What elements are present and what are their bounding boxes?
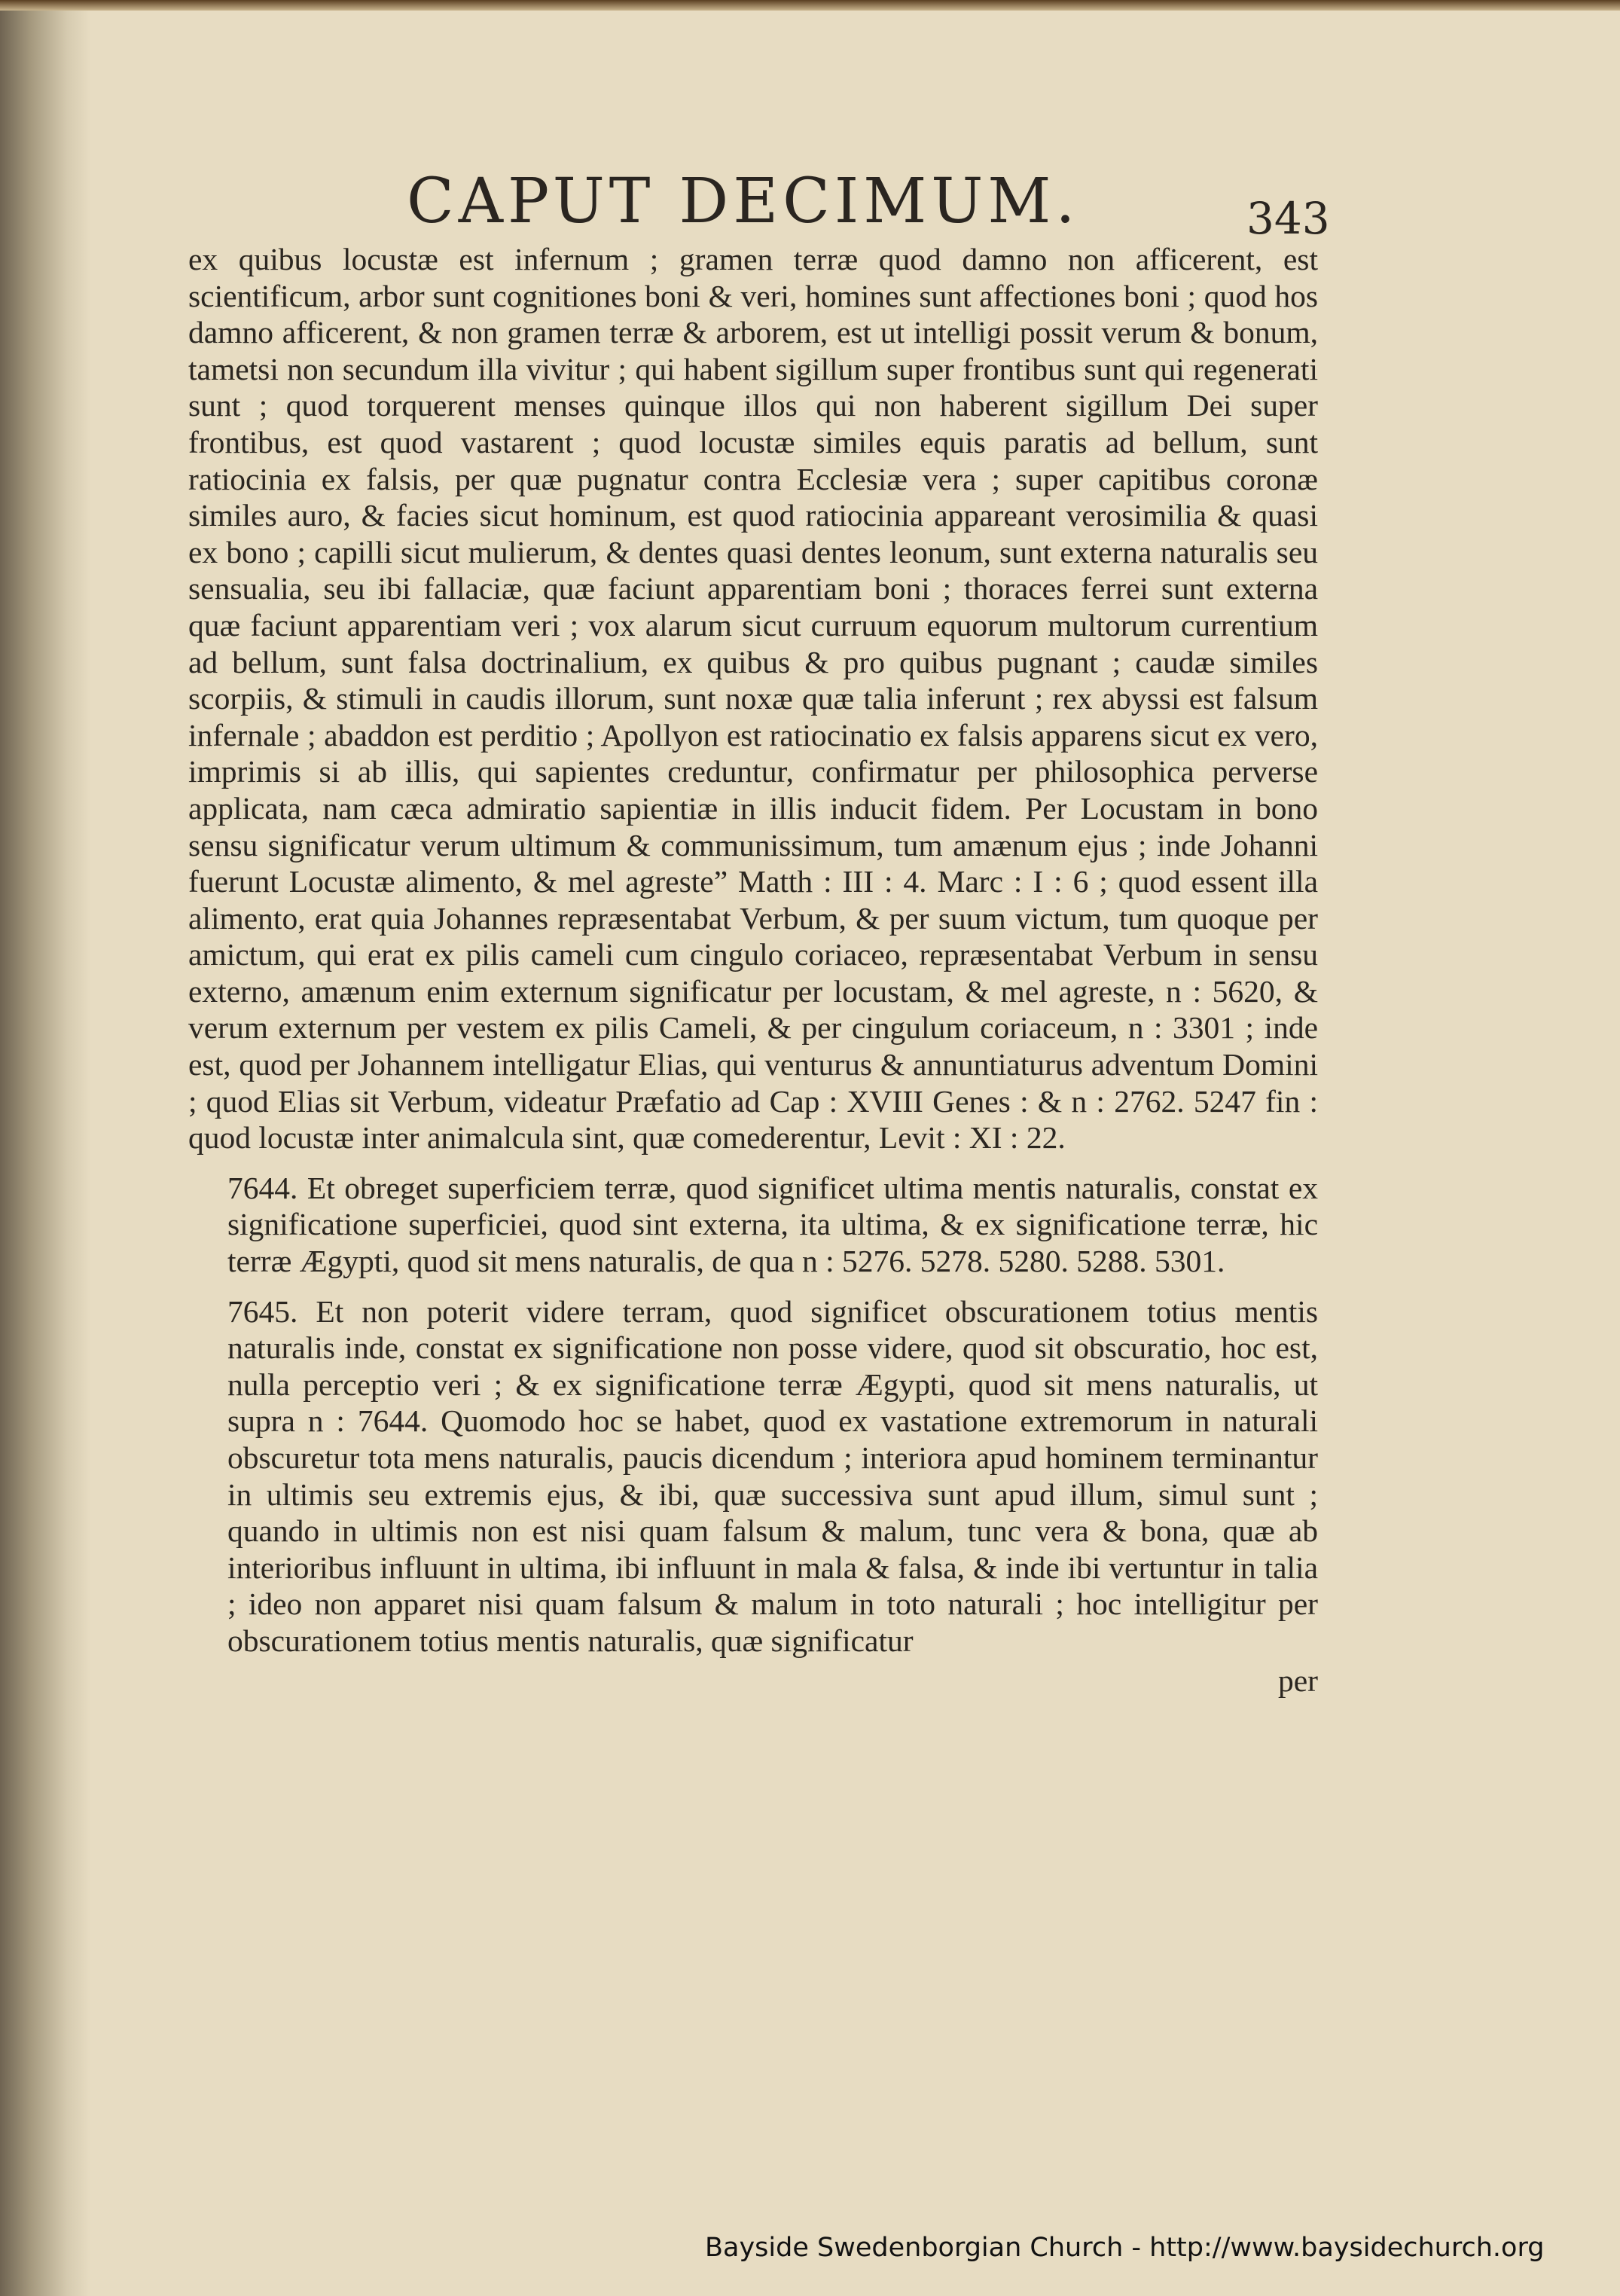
book-page bbox=[188, 158, 1330, 1699]
catchword: per bbox=[1278, 1662, 1318, 1698]
paragraph-7645: 7645. Et non poterit videre terram, quod significet obscurationem totius mentis naturalis inde, constat ex significatione non posse videre, quod sit obscuratio, hoc est, nulla perceptio veri ; & ex significatione terræ Ægypti, quod sit mens naturalis, ut supra n : 7644. Quomodo hoc se habet, quod ex vastatione extremorum in naturali obscuretur tota mens naturalis, paucis dicendum ; interiora apud hominem terminantur in ultimis seu extremis ejus, & ibi, quæ successiva sunt apud illum, simul sunt ; quando in ultimis non est nisi quam falsum & malum, tunc vera & bona, quæ ab interioribus influunt in ultima, ibi influunt in mala & falsa, & inde ibi vertuntur in talia ; ideo non apparet nisi quam falsum & malum in toto naturali ; hoc intelligitur per obscurationem totius mentis naturalis, quæ significatur bbox=[227, 1293, 1318, 1658]
paragraph-7644: 7644. Et obreget superficiem terræ, quod significet ultima mentis naturalis, constat ex significatione superficiei, quod sint externa, ita ultima, & ex significatione terræ, hic terræ Ægypti, quod sit mens naturalis, de qua n : 5276. 5278. 5280. 5288. 5301. bbox=[227, 1170, 1318, 1279]
source-watermark: Bayside Swedenborgian Church - http://www.baysidechurch.org bbox=[705, 2233, 1545, 2263]
chapter-title: CAPUT DECIMUM. bbox=[407, 166, 1080, 237]
paragraph-continued: ex quibus locustæ est infernum ; gramen terræ quod damno non afficerent, est scientificum, arbor sunt cognitiones boni & veri, homines sunt affectiones boni ; quod hos damno afficerent, & non gramen terræ & arborem, est ut intelligi possit verum & bonum, tametsi non secundum illa vivitur ; qui habent sigillum super frontibus sunt qui regenerati sunt ; quod torquerent menses quinque illos qui non haberent sigillum Dei super frontibus, est quod vastarent ; quod locustæ similes equis paratis ad bellum, sunt ratiocinia ex falsis, per quæ pugnatur contra Ecclesiæ vera ; super capitibus coronæ similes auro, & facies sicut hominum, est quod ratiocinia appareant verosimilia & quasi ex bono ; capilli sicut mulierum, & dentes quasi dentes leonum, sunt externa naturalis seu sensualia, seu ibi fallaciæ, quæ faciunt apparentiam boni ; thoraces ferrei sunt externa quæ faciunt apparentiam veri ; vox alarum sicut curruum equorum multorum currentium ad bellum, sunt falsa doctrinalium, ex quibus & pro quibus pugnant ; caudæ similes scorpiis, & stimuli in caudis illorum, sunt noxæ quæ talia inferunt ; rex abyssi est falsum infernale ; abaddon est perditio ; Apollyon est ratiocinatio ex falsis apparens sicut ex vero, imprimis si ab illis, qui sapientes creduntur, confirmatur per philosophica perverse applicata, nam cæca admiratio sapientiæ in illis inducit fidem. Per Locustam in bono sensu significatur verum ultimum & communissimum, tum amænum ejus ; inde Johanni fuerunt Locustæ alimento, & mel agreste” Matth : III : 4. Marc : I : 6 ; quod essent illa alimento, erat quia Johannes repræsentabat Verbum, & per suum victum, tum quoque per amictum, qui erat ex pilis cameli cum cingulo coriaceo, repræsentabat Verbum in sensu externo, amænum enim externum significatur per locustam, & mel agreste, n : 5620, & verum externum per vestem ex pilis Cameli, & per cingulum coriaceum, n : 3301 ; inde est, quod per Johannem intelligatur Elias, qui venturus & annuntiaturus adventum Domini ; quod Elias sit Verbum, videatur Præfatio ad Cap : XVIII Genes : & n : 2762. 5247 fin : quod locustæ inter animalcula sint, quæ comederentur, Levit : XI : 22. bbox=[188, 242, 1318, 1156]
running-header bbox=[188, 158, 1330, 244]
page-top-edge bbox=[0, 0, 1620, 11]
book-spine-shadow bbox=[0, 0, 90, 2296]
page-number: 343 bbox=[1246, 193, 1330, 244]
body-text bbox=[188, 241, 1318, 1659]
